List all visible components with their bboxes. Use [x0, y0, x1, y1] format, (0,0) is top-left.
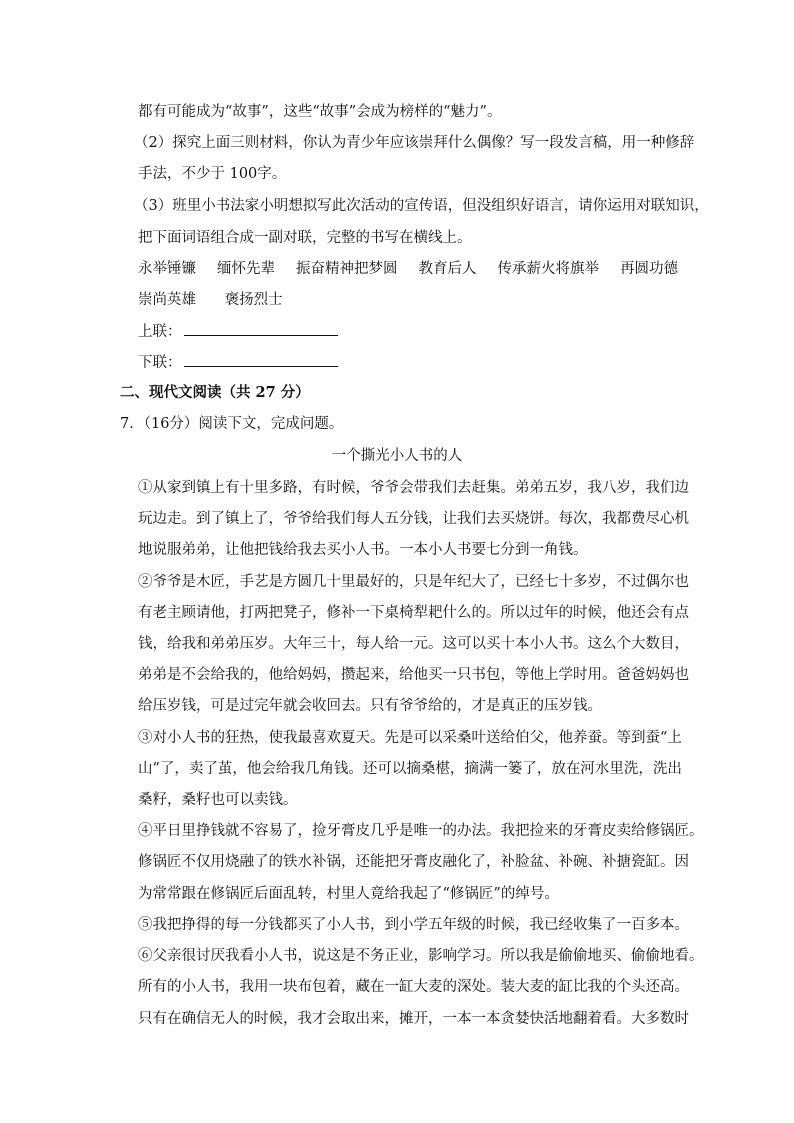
word-item: 传承薪火将旗举 — [497, 261, 599, 277]
word-item: 振奋精神把梦圆 — [296, 261, 398, 277]
article-line: 玩边走。到了镇上了，爷爷给我们每人五分钱，让我们去买烧饼。每次，我都费尽心机 — [138, 511, 689, 527]
word-item: 再圆功德 — [620, 261, 678, 277]
word-item: 永举锤镰 — [138, 261, 196, 277]
upper-couplet-label: 上联： — [138, 324, 182, 340]
text-line: 手法，不少于 100字。 — [138, 166, 287, 182]
article-line: 给压岁钱，可是过完年就会收回去。只有爷爷给的，才是真正的压岁钱。 — [138, 698, 602, 714]
word-item: 缅怀先辈 — [217, 261, 275, 277]
article-title: 一个撕光小人书的人 — [331, 448, 463, 464]
article-line: 只有在确信无人的时候，我才会取出来，摊开，一本一本贪婪快活地翻着看。大多数时 — [138, 1011, 689, 1027]
upper-couplet-blank[interactable] — [184, 321, 338, 336]
word-list-row-2 — [138, 290, 307, 310]
article-line: 修锅匠不仅用烧融了的铁水补锅，还能把牙膏皮融化了，补脸盆、补碗、补搪瓷缸。因 — [138, 854, 689, 870]
article-line: ②爷爷是木匠，手艺是方圆几十里最好的，只是年纪大了，已经七十多岁，不过偶尔也 — [138, 574, 689, 590]
lower-couplet-line — [138, 352, 678, 373]
article-line: ①从家到镇上有十里多路，有时候，爷爷会带我们去赶集。弟弟五岁，我八岁，我们边 — [138, 480, 689, 496]
question-7-line: 7．（16分）阅读下文，完成问题。 — [120, 416, 344, 432]
word-item: 教育后人 — [418, 261, 477, 277]
question-2-line: （2）探究上面三则材料，你认为青少年应该崇拜什么偶像？写一段发言稿，用一种修辞 — [134, 135, 695, 151]
article-line: 山”了，卖了茧，他会给我几角钱。还可以摘桑椹，摘满一篓了，放在河水里洗，洗出 — [138, 761, 682, 777]
article-line: 钱，给我和弟弟压岁。大年三十，每人给一元。这可以买十本小人书。这么个大数目， — [138, 636, 689, 652]
text-line: 都有可能成为“故事”，这些“故事”会成为榜样的“魅力”。 — [138, 104, 502, 120]
lower-couplet-blank[interactable] — [184, 352, 338, 367]
article-line: 地说服弟弟，让他把钱给我去买小人书。一本小人书要七分到一角钱。 — [138, 542, 588, 558]
word-item: 崇尚英雄 — [138, 292, 196, 308]
article-line: 有老主顾请他，打两把凳子，修补一下桌椅犁耙什么的。所以过年的时候，他还会有点 — [138, 605, 689, 621]
article-line: ⑥父亲很讨厌我看小人书，说这是不务正业，影响学习。所以我是偷偷地买、偷偷地看。 — [138, 948, 704, 964]
article-line: 弟弟是不会给我的，他给妈妈，攒起来，给他买一只书包，等他上学时用。爸爸妈妈也 — [138, 667, 689, 683]
article-line: 所有的小人书，我用一块布包着，藏在一缸大麦的深处。装大麦的缸比我的个头还高。 — [138, 979, 689, 995]
lower-couplet-label: 下联： — [138, 355, 182, 371]
article-line: 桑籽，桑籽也可以卖钱。 — [138, 792, 298, 808]
word-list-row-1 — [138, 259, 678, 279]
section-title: 二、现代文阅读（共 27 分） — [120, 384, 310, 401]
article-line: ③对小人书的狂热，使我最喜欢夏天。先是可以采桑叶送给伯父，他养蚕。等到蚕“上 — [138, 730, 682, 746]
word-item: 褒扬烈士 — [224, 292, 283, 308]
article-line: ④平日里挣钱就不容易了，捡牙膏皮几乎是唯一的办法。我把捡来的牙膏皮卖给修锅匠。 — [138, 823, 704, 839]
article-line: ⑤我把挣得的每一分钱都买了小人书，到小学五年级的时候，我已经收集了一百多本。 — [138, 917, 689, 933]
upper-couplet-line — [138, 321, 678, 342]
text-line: 把下面词语组合成一副对联，完整的书写在横线上。 — [138, 230, 472, 246]
question-3-line: （3）班里小书法家小明想拟写此次活动的宣传语，但没组织好语言，请你运用对联知识， — [134, 198, 709, 214]
article-line: 为常常跟在修锅匠后面乱转，村里人竟给我起了“修锅匠”的绰号。 — [138, 886, 559, 902]
